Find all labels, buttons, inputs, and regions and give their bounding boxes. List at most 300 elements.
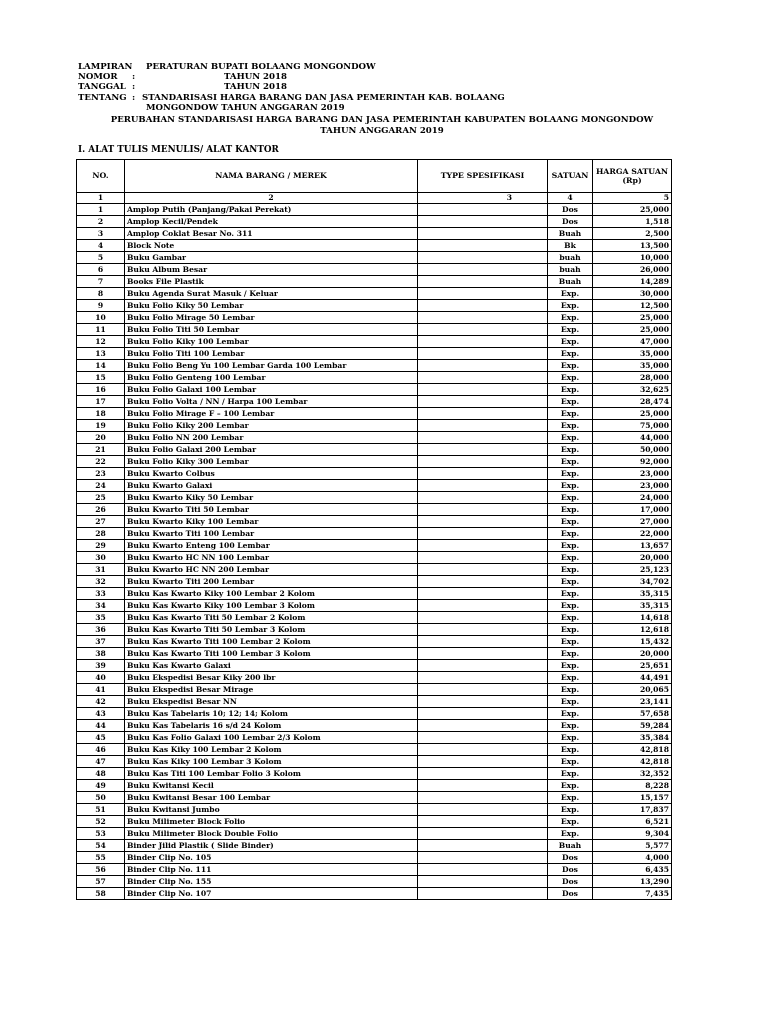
cell-no: 56 <box>77 864 125 876</box>
table-row <box>77 264 672 276</box>
cell-satuan: Exp. <box>548 708 593 720</box>
cell-nama: Buku Kwarto Kiky 50 Lembar <box>125 492 418 504</box>
table-row <box>77 276 672 288</box>
cell-harga: 35,000 <box>593 360 672 372</box>
cell-harga: 13,657 <box>593 540 672 552</box>
cell-type <box>418 864 548 876</box>
tentang-line <box>78 93 505 103</box>
cell-type <box>418 816 548 828</box>
cell-type <box>418 696 548 708</box>
cell-nama: Buku Kas Kwarto Titi 50 Lembar 2 Kolom <box>125 612 418 624</box>
cell-type <box>418 732 548 744</box>
lampiran-value: PERATURAN BUPATI BOLAANG MONGONDOW <box>146 62 376 72</box>
nomor-value: TAHUN 2018 <box>224 72 287 83</box>
cell-satuan: Exp. <box>548 744 593 756</box>
header-satuan: SATUAN <box>548 160 593 193</box>
cell-satuan: Dos <box>548 204 593 216</box>
cell-no: 2 <box>77 216 125 228</box>
table-row <box>77 504 672 516</box>
cell-nama: Buku Kwarto Titi 50 Lembar <box>125 504 418 516</box>
cell-satuan: Exp. <box>548 348 593 360</box>
cell-nama: Binder Clip No. 105 <box>125 852 418 864</box>
cell-nama: Buku Kwitansi Jumbo <box>125 804 418 816</box>
cell-harga: 42,818 <box>593 744 672 756</box>
table-row <box>77 216 672 228</box>
cell-type <box>418 768 548 780</box>
subtitle-line1: PERUBAHAN STANDARISASI HARGA BARANG DAN JASA PEMERINTAH KABUPATEN BOLAANG MONGONDOW <box>110 115 654 125</box>
cell-nama: Buku Folio Beng Yu 100 Lembar Garda 100 Lembar <box>125 360 418 372</box>
cell-harga: 35,315 <box>593 588 672 600</box>
cell-nama: Buku Kwitansi Kecil <box>125 780 418 792</box>
table-row <box>77 876 672 888</box>
cell-type <box>418 852 548 864</box>
cell-satuan: Exp. <box>548 360 593 372</box>
cell-no: 12 <box>77 336 125 348</box>
cell-no: 35 <box>77 612 125 624</box>
cell-harga: 28,000 <box>593 372 672 384</box>
cell-satuan: Dos <box>548 888 593 900</box>
cell-no: 52 <box>77 816 125 828</box>
cell-type <box>418 204 548 216</box>
table-row <box>77 564 672 576</box>
cell-harga: 25,000 <box>593 408 672 420</box>
cell-nama: Buku Folio Galaxi 100 Lembar <box>125 384 418 396</box>
table-row <box>77 636 672 648</box>
table-row <box>77 732 672 744</box>
table-row <box>77 516 672 528</box>
cell-nama: Buku Kas Folio Galaxi 100 Lembar 2/3 Kolom <box>125 732 418 744</box>
cell-type <box>418 540 548 552</box>
cell-type <box>418 504 548 516</box>
cell-satuan: Dos <box>548 852 593 864</box>
table-row <box>77 312 672 324</box>
cell-harga: 17,000 <box>593 504 672 516</box>
cell-no: 42 <box>77 696 125 708</box>
table-row <box>77 684 672 696</box>
cell-no: 14 <box>77 360 125 372</box>
cell-no: 24 <box>77 480 125 492</box>
cell-satuan: Buah <box>548 228 593 240</box>
cell-no: 19 <box>77 420 125 432</box>
cell-no: 37 <box>77 636 125 648</box>
cell-satuan: Exp. <box>548 720 593 732</box>
cell-nama: Binder Jilid Plastik ( Slide Binder) <box>125 840 418 852</box>
table-row <box>77 456 672 468</box>
table-row <box>77 408 672 420</box>
cell-harga: 30,000 <box>593 288 672 300</box>
cell-type <box>418 612 548 624</box>
cell-satuan: Exp. <box>548 480 593 492</box>
cell-nama: Binder Clip No. 155 <box>125 876 418 888</box>
col-number: 4 <box>548 193 593 204</box>
cell-type <box>418 888 548 900</box>
table-row <box>77 576 672 588</box>
cell-nama: Buku Folio Titi 50 Lembar <box>125 324 418 336</box>
cell-type <box>418 372 548 384</box>
cell-no: 39 <box>77 660 125 672</box>
cell-satuan: Exp. <box>548 600 593 612</box>
cell-nama: Amplop Coklat Besar No. 311 <box>125 228 418 240</box>
cell-harga: 6,435 <box>593 864 672 876</box>
table-row <box>77 756 672 768</box>
cell-harga: 5,577 <box>593 840 672 852</box>
table-body <box>77 193 672 900</box>
cell-no: 5 <box>77 252 125 264</box>
tanggal-line <box>78 82 505 92</box>
cell-harga: 35,315 <box>593 600 672 612</box>
table-row <box>77 648 672 660</box>
cell-type <box>418 600 548 612</box>
cell-harga: 12,500 <box>593 300 672 312</box>
table-row <box>77 480 672 492</box>
table-row <box>77 228 672 240</box>
cell-satuan: Bk <box>548 240 593 252</box>
cell-nama: Binder Clip No. 107 <box>125 888 418 900</box>
table-row <box>77 720 672 732</box>
cell-nama: Buku Kas Kwarto Titi 50 Lembar 3 Kolom <box>125 624 418 636</box>
cell-type <box>418 744 548 756</box>
table-row <box>77 540 672 552</box>
table-row <box>77 252 672 264</box>
cell-no: 28 <box>77 528 125 540</box>
tentang-line2: MONGONDOW TAHUN ANGGARAN 2019 <box>146 102 345 113</box>
cell-nama: Buku Folio Kiky 50 Lembar <box>125 300 418 312</box>
cell-harga: 92,000 <box>593 456 672 468</box>
col-number: 3 <box>418 193 548 204</box>
lampiran-line <box>78 62 505 72</box>
cell-harga: 23,000 <box>593 480 672 492</box>
cell-type <box>418 876 548 888</box>
cell-no: 40 <box>77 672 125 684</box>
cell-type <box>418 792 548 804</box>
cell-satuan: Exp. <box>548 792 593 804</box>
cell-no: 1 <box>77 204 125 216</box>
cell-nama: Buku Folio Kiky 100 Lembar <box>125 336 418 348</box>
cell-harga: 32,625 <box>593 384 672 396</box>
cell-type <box>418 588 548 600</box>
cell-satuan: Exp. <box>548 384 593 396</box>
table-row <box>77 432 672 444</box>
cell-satuan: Exp. <box>548 300 593 312</box>
cell-type <box>418 780 548 792</box>
header-no: NO. <box>77 160 125 193</box>
cell-nama: Buku Folio Galaxi 200 Lembar <box>125 444 418 456</box>
cell-no: 48 <box>77 768 125 780</box>
cell-type <box>418 480 548 492</box>
column-number-row <box>77 193 672 204</box>
table-row <box>77 708 672 720</box>
table-row <box>77 612 672 624</box>
table-row <box>77 672 672 684</box>
tentang-line2-row <box>78 103 505 113</box>
cell-satuan: Exp. <box>548 756 593 768</box>
cell-type <box>418 840 548 852</box>
cell-type <box>418 396 548 408</box>
cell-satuan: Exp. <box>548 336 593 348</box>
table-row <box>77 816 672 828</box>
cell-harga: 27,000 <box>593 516 672 528</box>
cell-no: 18 <box>77 408 125 420</box>
cell-nama: Buku Ekspedisi Besar NN <box>125 696 418 708</box>
cell-nama: Amplop Kecil/Pendek <box>125 216 418 228</box>
table-row <box>77 372 672 384</box>
cell-no: 57 <box>77 876 125 888</box>
header-harga: HARGA SATUAN (Rp) <box>593 160 672 193</box>
cell-no: 4 <box>77 240 125 252</box>
cell-harga: 23,141 <box>593 696 672 708</box>
cell-harga: 2,500 <box>593 228 672 240</box>
nomor-label: NOMOR <box>78 72 118 83</box>
cell-harga: 34,702 <box>593 576 672 588</box>
cell-satuan: Exp. <box>548 444 593 456</box>
cell-harga: 20,000 <box>593 552 672 564</box>
cell-no: 51 <box>77 804 125 816</box>
cell-harga: 59,284 <box>593 720 672 732</box>
cell-nama: Buku Folio Mirage F – 100 Lembar <box>125 408 418 420</box>
cell-type <box>418 228 548 240</box>
table-row <box>77 852 672 864</box>
cell-harga: 10,000 <box>593 252 672 264</box>
cell-harga: 20,065 <box>593 684 672 696</box>
cell-nama: Buku Kas Kwarto Titi 100 Lembar 3 Kolom <box>125 648 418 660</box>
table-row <box>77 792 672 804</box>
cell-no: 20 <box>77 432 125 444</box>
cell-type <box>418 648 548 660</box>
cell-nama: Buku Folio Volta / NN / Harpa 100 Lembar <box>125 396 418 408</box>
cell-nama: Buku Kwarto HC NN 100 Lembar <box>125 552 418 564</box>
cell-no: 33 <box>77 588 125 600</box>
cell-satuan: Exp. <box>548 672 593 684</box>
table-row <box>77 360 672 372</box>
cell-nama: Buku Folio Kiky 300 Lembar <box>125 456 418 468</box>
table-row <box>77 324 672 336</box>
cell-nama: Buku Kwarto Kiky 100 Lembar <box>125 516 418 528</box>
cell-harga: 47,000 <box>593 336 672 348</box>
cell-nama: Buku Folio Genteng 100 Lembar <box>125 372 418 384</box>
cell-no: 15 <box>77 372 125 384</box>
cell-type <box>418 408 548 420</box>
cell-no: 50 <box>77 792 125 804</box>
price-table <box>76 159 672 900</box>
cell-harga: 32,352 <box>593 768 672 780</box>
cell-no: 34 <box>77 600 125 612</box>
cell-type <box>418 336 548 348</box>
cell-satuan: Exp. <box>548 468 593 480</box>
cell-satuan: Exp. <box>548 732 593 744</box>
cell-nama: Buku Milimeter Block Double Folio <box>125 828 418 840</box>
cell-harga: 20,000 <box>593 648 672 660</box>
cell-nama: Books File Plastik <box>125 276 418 288</box>
cell-satuan: Exp. <box>548 576 593 588</box>
cell-nama: Buku Kas Titi 100 Lembar Folio 3 Kolom <box>125 768 418 780</box>
cell-satuan: Exp. <box>548 540 593 552</box>
cell-no: 22 <box>77 456 125 468</box>
document-header <box>78 62 505 113</box>
cell-satuan: buah <box>548 252 593 264</box>
cell-satuan: Exp. <box>548 432 593 444</box>
table-row <box>77 288 672 300</box>
cell-no: 44 <box>77 720 125 732</box>
cell-no: 17 <box>77 396 125 408</box>
cell-nama: Buku Kas Kwarto Galaxi <box>125 660 418 672</box>
cell-harga: 44,491 <box>593 672 672 684</box>
cell-harga: 9,304 <box>593 828 672 840</box>
cell-no: 32 <box>77 576 125 588</box>
cell-type <box>418 264 548 276</box>
cell-satuan: Exp. <box>548 312 593 324</box>
cell-no: 31 <box>77 564 125 576</box>
table-row <box>77 600 672 612</box>
table-row <box>77 300 672 312</box>
cell-no: 3 <box>77 228 125 240</box>
cell-harga: 7,435 <box>593 888 672 900</box>
cell-no: 6 <box>77 264 125 276</box>
cell-satuan: Exp. <box>548 696 593 708</box>
cell-satuan: Exp. <box>548 528 593 540</box>
table-row <box>77 588 672 600</box>
cell-satuan: Dos <box>548 864 593 876</box>
table-row <box>77 396 672 408</box>
cell-harga: 57,658 <box>593 708 672 720</box>
cell-harga: 12,618 <box>593 624 672 636</box>
cell-nama: Block Note <box>125 240 418 252</box>
cell-nama: Buku Kwarto Titi 100 Lembar <box>125 528 418 540</box>
cell-type <box>418 312 548 324</box>
cell-no: 8 <box>77 288 125 300</box>
cell-type <box>418 444 548 456</box>
cell-satuan: Buah <box>548 276 593 288</box>
cell-no: 54 <box>77 840 125 852</box>
cell-no: 7 <box>77 276 125 288</box>
cell-type <box>418 456 548 468</box>
cell-no: 11 <box>77 324 125 336</box>
header-type: TYPE SPESIFIKASI <box>418 160 548 193</box>
cell-nama: Buku Kwarto Titi 200 Lembar <box>125 576 418 588</box>
cell-satuan: Exp. <box>548 564 593 576</box>
cell-type <box>418 576 548 588</box>
tanggal-colon: : <box>132 82 136 93</box>
cell-satuan: Exp. <box>548 552 593 564</box>
table-row <box>77 624 672 636</box>
cell-no: 13 <box>77 348 125 360</box>
cell-nama: Amplop Putih (Panjang/Pakai Perekat) <box>125 204 418 216</box>
table-row <box>77 888 672 900</box>
cell-no: 26 <box>77 504 125 516</box>
table-row <box>77 384 672 396</box>
cell-type <box>418 552 548 564</box>
cell-type <box>418 528 548 540</box>
cell-satuan: Exp. <box>548 504 593 516</box>
cell-no: 43 <box>77 708 125 720</box>
cell-satuan: Exp. <box>548 372 593 384</box>
cell-type <box>418 720 548 732</box>
cell-no: 30 <box>77 552 125 564</box>
tanggal-value: TAHUN 2018 <box>224 82 287 93</box>
cell-type <box>418 432 548 444</box>
cell-type <box>418 468 548 480</box>
cell-harga: 25,000 <box>593 312 672 324</box>
table-row <box>77 660 672 672</box>
table-row <box>77 744 672 756</box>
cell-type <box>418 360 548 372</box>
cell-harga: 28,474 <box>593 396 672 408</box>
cell-satuan: Exp. <box>548 828 593 840</box>
document-subtitle <box>76 115 688 136</box>
cell-harga: 42,818 <box>593 756 672 768</box>
cell-satuan: Exp. <box>548 408 593 420</box>
cell-harga: 25,123 <box>593 564 672 576</box>
table-row <box>77 828 672 840</box>
cell-nama: Buku Kas Kwarto Titi 100 Lembar 2 Kolom <box>125 636 418 648</box>
cell-harga: 14,618 <box>593 612 672 624</box>
cell-type <box>418 420 548 432</box>
cell-harga: 13,290 <box>593 876 672 888</box>
cell-no: 25 <box>77 492 125 504</box>
cell-nama: Buku Kwarto Colbus <box>125 468 418 480</box>
cell-nama: Buku Folio Titi 100 Lembar <box>125 348 418 360</box>
cell-no: 16 <box>77 384 125 396</box>
cell-type <box>418 804 548 816</box>
cell-harga: 25,000 <box>593 204 672 216</box>
col-number: 5 <box>593 193 672 204</box>
cell-nama: Buku Kas Kiky 100 Lembar 2 Kolom <box>125 744 418 756</box>
cell-satuan: Exp. <box>548 420 593 432</box>
tentang-colon: : <box>132 92 136 103</box>
cell-no: 55 <box>77 852 125 864</box>
table-row <box>77 492 672 504</box>
col-number: 1 <box>77 193 125 204</box>
cell-nama: Buku Folio Mirage 50 Lembar <box>125 312 418 324</box>
cell-nama: Buku Kwarto Enteng 100 Lembar <box>125 540 418 552</box>
cell-satuan: Exp. <box>548 516 593 528</box>
cell-harga: 15,157 <box>593 792 672 804</box>
cell-satuan: Exp. <box>548 816 593 828</box>
cell-harga: 1,518 <box>593 216 672 228</box>
cell-nama: Buku Folio Kiky 200 Lembar <box>125 420 418 432</box>
lampiran-label: LAMPIRAN <box>78 62 133 72</box>
cell-no: 38 <box>77 648 125 660</box>
cell-harga: 35,000 <box>593 348 672 360</box>
table-row <box>77 240 672 252</box>
cell-harga: 15,432 <box>593 636 672 648</box>
tentang-line1: STANDARISASI HARGA BARANG DAN JASA PEMERINTAH KAB. BOLAANG <box>142 92 505 103</box>
cell-nama: Buku Kas Tabelaris 16 s/d 24 Kolom <box>125 720 418 732</box>
cell-no: 29 <box>77 540 125 552</box>
cell-harga: 26,000 <box>593 264 672 276</box>
tentang-label: TENTANG <box>78 92 127 103</box>
cell-harga: 75,000 <box>593 420 672 432</box>
nomor-colon: : <box>132 72 136 83</box>
cell-nama: Buku Agenda Surat Masuk / Keluar <box>125 288 418 300</box>
table-row <box>77 552 672 564</box>
table-row <box>77 804 672 816</box>
cell-type <box>418 564 548 576</box>
cell-type <box>418 708 548 720</box>
cell-satuan: Exp. <box>548 492 593 504</box>
section-title: I. ALAT TULIS MENULIS/ ALAT KANTOR <box>78 145 279 155</box>
cell-harga: 44,000 <box>593 432 672 444</box>
cell-harga: 6,521 <box>593 816 672 828</box>
cell-no: 21 <box>77 444 125 456</box>
cell-harga: 8,228 <box>593 780 672 792</box>
cell-type <box>418 492 548 504</box>
cell-satuan: Exp. <box>548 288 593 300</box>
table-row <box>77 444 672 456</box>
cell-satuan: Dos <box>548 216 593 228</box>
cell-type <box>418 300 548 312</box>
cell-type <box>418 276 548 288</box>
col-number: 2 <box>125 193 418 204</box>
